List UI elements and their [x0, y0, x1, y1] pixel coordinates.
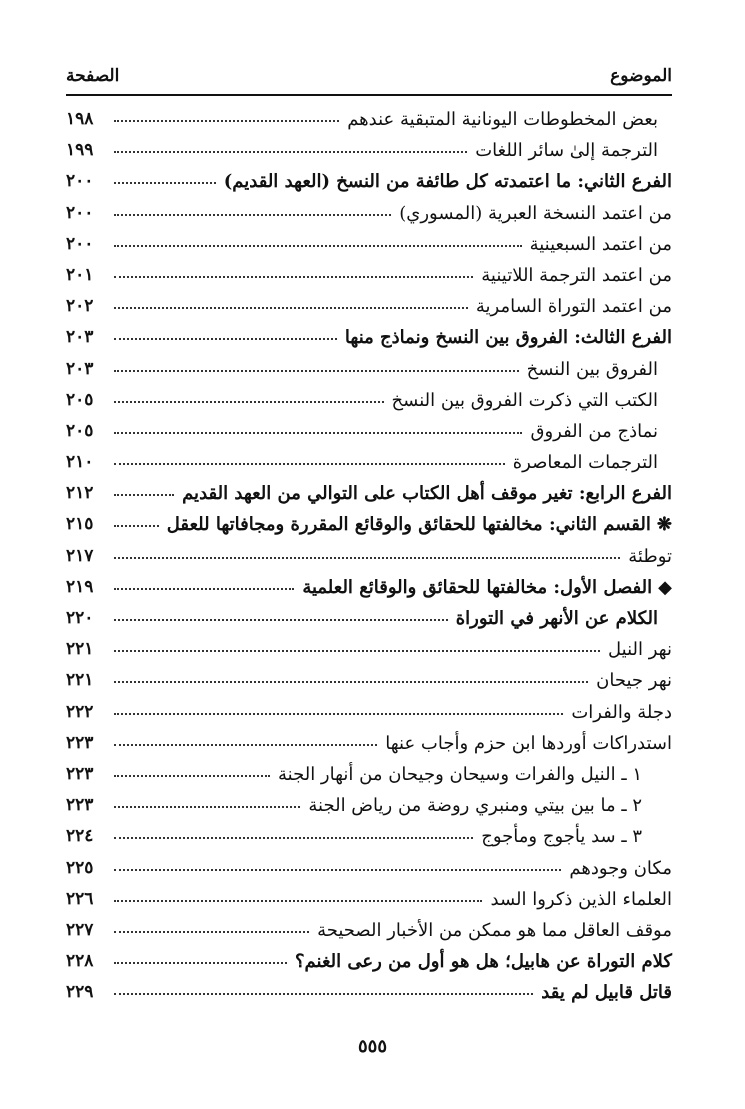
leader-dots	[114, 214, 391, 216]
leader-dots	[114, 370, 519, 372]
toc-entry	[66, 324, 672, 355]
toc-entry-text: قاتل قابيل لم يقد	[541, 982, 672, 1004]
toc-entry-title	[475, 826, 642, 847]
toc-entry-text: الترجمة إلىٰ سائر اللغات	[475, 140, 658, 162]
toc-entry-text: ٣ ـ سد يأجوج ومأجوج	[481, 826, 642, 848]
toc-entry-text: الفصل الأول: مخالفتها للحقائق والوقائع العلمية	[302, 576, 653, 598]
toc-entry-page: ٢٢٧	[66, 919, 94, 940]
leader-dots	[114, 307, 468, 309]
toc-entry	[66, 574, 672, 605]
toc-entry-page: ١٩٩	[66, 140, 94, 161]
toc-entry-text: الفروق بين النسخ	[526, 358, 658, 380]
toc-entry-page: ٢٢٣	[66, 732, 94, 753]
toc-entry-title	[302, 795, 642, 816]
leader-dots	[114, 775, 270, 777]
leader-dots	[114, 525, 159, 527]
toc-entry-text: العلماء الذين ذكروا السد	[490, 888, 672, 910]
leader-dots	[114, 619, 448, 621]
toc-entry-title	[485, 889, 673, 910]
toc-entry	[66, 449, 672, 480]
toc-entry-text: من اعتمد النسخة العبرية (المسوري)	[399, 202, 672, 224]
toc-entry	[66, 200, 672, 231]
toc-entry-title	[521, 359, 658, 380]
toc-entry-page: ٢٠٥	[66, 389, 94, 410]
leader-dots	[114, 900, 482, 902]
toc-entry	[66, 886, 672, 917]
leader-dots	[114, 338, 337, 340]
toc-entry-page: ٢٢١	[66, 670, 94, 691]
toc-entry-title	[470, 296, 672, 317]
toc-entry-title	[341, 109, 658, 130]
toc-entry-text: موقف العاقل مما هو ممكن من الأخبار الصحيحة	[317, 919, 672, 941]
toc-entry	[66, 948, 672, 979]
leader-dots	[114, 463, 505, 465]
leader-dots	[114, 650, 600, 652]
leader-dots	[114, 182, 216, 184]
toc-entry-page: ٢٢٥	[66, 857, 94, 878]
toc-entry-text: الترجمات المعاصرة	[512, 452, 658, 474]
leader-dots	[114, 869, 561, 871]
toc-entry-title	[602, 639, 672, 660]
toc-entry-text: الفرع الثالث: الفروق بين النسخ ونماذج منها	[344, 327, 672, 349]
toc-entry-page: ٢١٧	[66, 545, 94, 566]
toc-entry-title	[386, 390, 658, 411]
toc-entry-text: القسم الثاني: مخالفتها للحقائق والوقائع المقررة ومجافاتها للعقل	[166, 514, 651, 536]
leader-dots	[114, 993, 533, 995]
toc-entry	[66, 480, 672, 511]
toc-entry-title	[590, 670, 672, 691]
toc-entry-title	[379, 733, 672, 754]
toc-entry-title	[218, 171, 672, 192]
bullet-marker-icon: ❋	[656, 514, 672, 536]
bullet-marker-icon: ◆	[658, 576, 672, 598]
toc-entry	[66, 636, 672, 667]
toc-entry	[66, 917, 672, 948]
toc-entry-text: دجلة والفرات	[571, 701, 672, 723]
header-rule	[66, 94, 672, 96]
leader-dots	[114, 151, 467, 153]
leader-dots	[114, 931, 309, 933]
toc-entry-title	[296, 577, 672, 598]
toc-entry-page: ٢٠٣	[66, 327, 94, 348]
toc-entry	[66, 106, 672, 137]
leader-dots	[114, 681, 588, 683]
toc-entry-text: كلام التوراة عن هابيل؛ هل هو أول من رعى الغنم؟	[294, 951, 672, 973]
toc-entry-text: نهر جيحان	[596, 670, 672, 692]
toc-entry-title	[475, 265, 672, 286]
toc-entry-title	[469, 140, 658, 161]
toc-entry	[66, 855, 672, 886]
toc-entry	[66, 699, 672, 730]
toc-entry-title	[524, 234, 672, 255]
leader-dots	[114, 837, 473, 839]
toc-entry	[66, 418, 672, 449]
toc-entry-text: الفرع الرابع: تغير موقف أهل الكتاب على التوالي من العهد القديم	[182, 483, 672, 505]
toc-entry-text: نهر النيل	[608, 639, 672, 661]
leader-dots	[114, 962, 287, 964]
leader-dots	[114, 557, 620, 559]
toc-entry	[66, 823, 672, 854]
toc-entry-title	[289, 951, 672, 972]
toc-entry	[66, 761, 672, 792]
toc-entry	[66, 792, 672, 823]
toc-entry-title	[524, 421, 658, 442]
leader-dots	[114, 744, 377, 746]
toc-entry-page: ٢٠٠	[66, 233, 94, 254]
toc-entry	[66, 262, 672, 293]
toc-entry	[66, 730, 672, 761]
toc-entry-text: ١ ـ النيل والفرات وسيحان وجيحان من أنهار الجنة	[278, 763, 642, 785]
toc-entry-text: نماذج من الفروق	[530, 420, 658, 442]
toc-entry-text: من اعتمد التوراة السامرية	[475, 296, 672, 318]
toc-entry-page: ٢١٩	[66, 576, 94, 597]
toc-entry-title	[622, 546, 672, 567]
toc-entry-page: ٢٢٨	[66, 951, 94, 972]
page-number: ٥٥٥	[357, 1036, 387, 1057]
toc-entry-page: ٢٢٤	[66, 826, 94, 847]
toc-entry-page: ٢١٥	[66, 514, 94, 535]
toc-entry-page: ٢٢٠	[66, 608, 94, 628]
toc-entry-title	[507, 452, 658, 473]
topic-column-heading: الموضوع	[610, 66, 672, 86]
toc-entry-page: ٢٢١	[66, 639, 94, 660]
toc-entry-title	[563, 858, 672, 879]
toc-entry-text: الكتب التي ذكرت الفروق بين النسخ	[391, 389, 658, 411]
toc-entry	[66, 293, 672, 324]
toc-entry-page: ٢٢٣	[66, 763, 94, 784]
toc-entry-page: ٢٢٢	[66, 701, 94, 722]
leader-dots	[114, 432, 522, 434]
toc-entry-text: مكان وجودهم	[569, 857, 672, 879]
toc-entry-text: استدراكات أوردها ابن حزم وأجاب عنها	[385, 732, 672, 754]
toc-entry	[66, 137, 672, 168]
toc-header	[66, 66, 672, 94]
toc-entry-text: توطئة	[628, 545, 672, 567]
toc-entry-page: ٢٢٦	[66, 888, 94, 909]
toc-entry	[66, 511, 672, 542]
toc-entry-text: ٢ ـ ما بين بيتي ومنبري روضة من رياض الجنة	[308, 795, 642, 817]
toc-entry-page: ٢١٢	[66, 483, 94, 504]
toc-entry	[66, 231, 672, 262]
toc-entry	[66, 667, 672, 698]
toc-entry-title	[176, 483, 672, 504]
toc-entry-title	[450, 608, 658, 629]
toc-entry	[66, 168, 672, 199]
toc-entry	[66, 979, 672, 1010]
toc-entry	[66, 543, 672, 574]
table-of-contents	[66, 106, 672, 1010]
toc-entry-text: من اعتمد السبعينية	[529, 233, 672, 255]
toc-entry-text: الكلام عن الأنهر في التوراة	[455, 608, 658, 629]
toc-entry-page: ٢٠١	[66, 264, 94, 285]
toc-entry	[66, 387, 672, 418]
leader-dots	[114, 276, 473, 278]
toc-entry-page: ٢٠٠	[66, 202, 94, 223]
toc-entry-page: ٢٠٢	[66, 296, 94, 317]
toc-entry-page: ١٩٨	[66, 109, 94, 129]
toc-entry	[66, 605, 672, 636]
toc-entry-text: من اعتمد الترجمة اللاتينية	[481, 264, 672, 286]
toc-entry-title	[565, 702, 672, 723]
toc-entry-text: بعض المخطوطات اليونانية المتبقية عندهم	[347, 109, 658, 130]
toc-entry-page: ٢٢٣	[66, 795, 94, 816]
page-column-heading: الصفحة	[66, 66, 120, 86]
leader-dots	[114, 494, 174, 496]
toc-entry-text: الفرع الثاني: ما اعتمدته كل طائفة من النسخ (العهد القديم)	[223, 171, 672, 193]
toc-entry-page: ٢٠٥	[66, 420, 94, 441]
toc-entry-title	[161, 514, 672, 535]
toc-entry-title	[311, 920, 672, 941]
toc-entry	[66, 356, 672, 387]
toc-entry-page: ٢٢٩	[66, 982, 94, 1003]
toc-entry-page: ٢١٠	[66, 452, 94, 473]
toc-entry-title	[393, 203, 672, 224]
toc-entry-title	[339, 327, 672, 348]
toc-entry-title	[272, 764, 642, 785]
leader-dots	[114, 806, 300, 808]
toc-entry-title	[535, 982, 672, 1003]
leader-dots	[114, 713, 563, 715]
leader-dots	[114, 120, 339, 122]
leader-dots	[114, 245, 522, 247]
leader-dots	[114, 401, 384, 403]
toc-entry-page: ٢٠٠	[66, 171, 94, 192]
leader-dots	[114, 588, 294, 590]
toc-entry-page: ٢٠٣	[66, 358, 94, 379]
